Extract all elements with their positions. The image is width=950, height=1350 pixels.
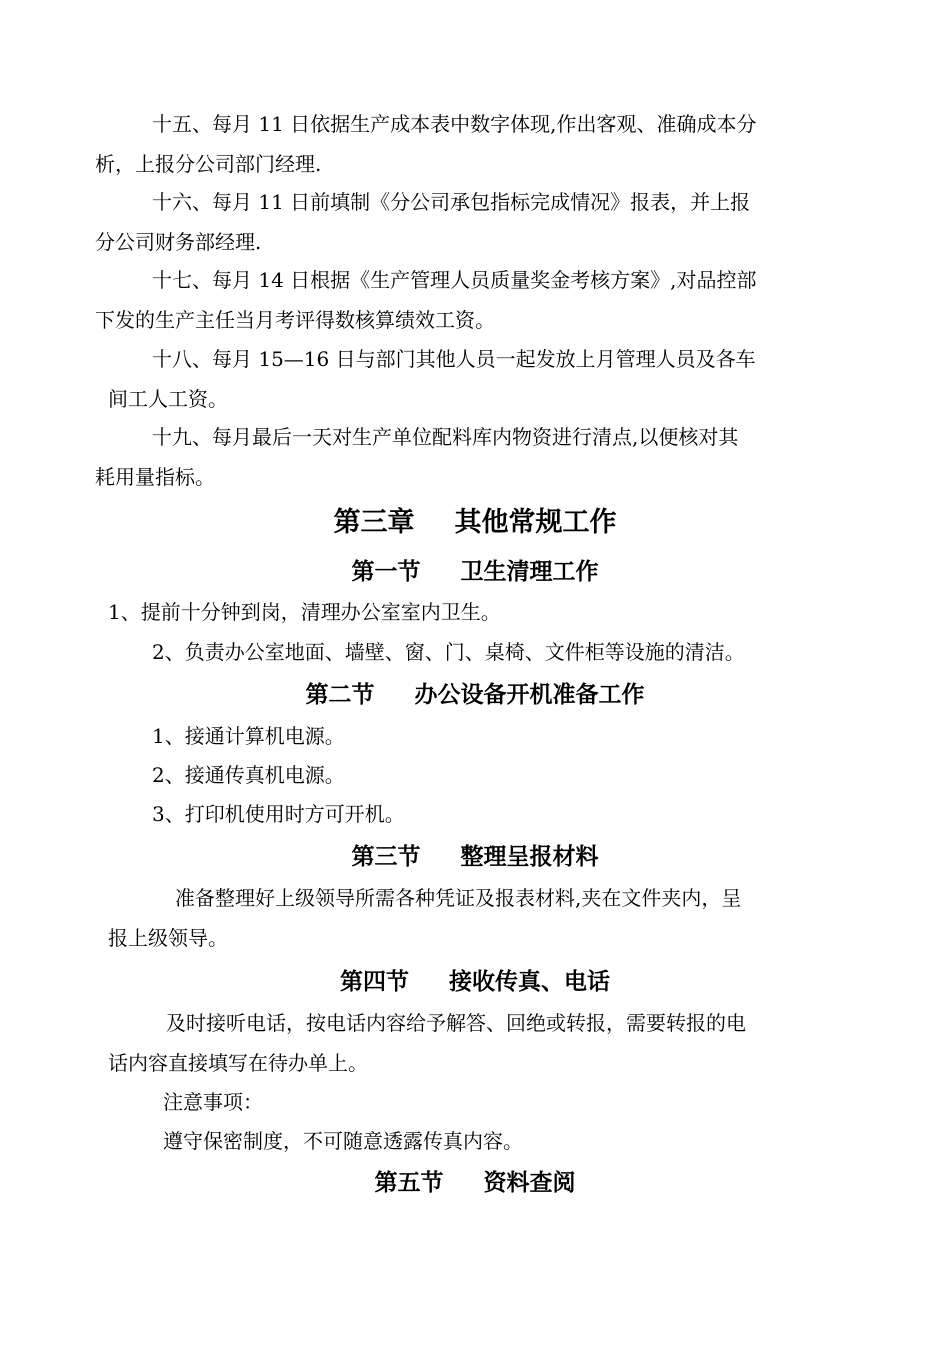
section-2-heading (0, 676, 950, 709)
chapter-title: 其他常规工作 (454, 507, 617, 538)
item-16-line-2: 分公司财务部经理. (95, 230, 262, 254)
section-3-line-1: 准备整理好上级领导所需各种凭证及报表材料,夹在文件夹内，呈 (175, 886, 742, 910)
section-3-number: 第三节 (351, 844, 421, 870)
section-1-heading (0, 553, 950, 586)
section-2-item-3: 3、打印机使用时方可开机。 (152, 802, 405, 826)
item-18-line-2: 间工人工资。 (108, 387, 228, 411)
section-4-heading (0, 963, 950, 996)
item-15-line-1: 十五、每月 11 日依据生产成本表中数字体现,作出客观、准确成本分 (152, 112, 757, 136)
section-3-title: 整理呈报材料 (460, 844, 599, 870)
chapter-number: 第三章 (333, 507, 415, 538)
chapter-heading (0, 500, 950, 539)
section-2-title: 办公设备开机准备工作 (414, 682, 645, 708)
section-3-heading (0, 838, 950, 871)
item-19-line-1: 十九、每月最后一天对生产单位配料库内物资进行清点,以便核对其 (152, 425, 739, 449)
section-2-item-1: 1、接通计算机电源。 (152, 724, 345, 748)
item-17-line-2: 下发的生产主任当月考评得数核算绩效工资。 (95, 308, 495, 332)
item-16-line-1: 十六、每月 11 日前填制《分公司承包指标完成情况》报表，并上报 (152, 190, 751, 214)
section-2-item-2: 2、接通传真机电源。 (152, 763, 345, 787)
section-2-number: 第二节 (305, 682, 375, 708)
section-4-number: 第四节 (340, 969, 409, 995)
item-15-line-2: 析，上报分公司部门经理. (95, 152, 322, 176)
section-1-number: 第一节 (351, 559, 421, 585)
section-5-heading (0, 1164, 950, 1197)
section-3-line-2: 报上级领导。 (108, 926, 228, 950)
section-1-title: 卫生清理工作 (460, 559, 599, 585)
notice-label: 注意事项： (163, 1090, 263, 1114)
section-5-number: 第五节 (374, 1170, 444, 1196)
section-5-title: 资料查阅 (483, 1170, 576, 1196)
item-17-line-1: 十七、每月 14 日根据《生产管理人员质量奖金考核方案》,对品控部 (152, 268, 757, 292)
section-1-item-1: 1、提前十分钟到岗，清理办公室室内卫生。 (108, 600, 501, 624)
section-4-title: 接收传真、电话 (449, 969, 610, 995)
section-4-line-2: 话内容直接填写在待办单上。 (108, 1051, 368, 1075)
section-1-item-2: 2、负责办公室地面、墙壁、窗、门、桌椅、文件柜等设施的清洁。 (152, 640, 745, 664)
item-18-line-1: 十八、每月 15—16 日与部门其他人员一起发放上月管理人员及各车 (152, 347, 756, 371)
item-19-line-2: 耗用量指标。 (95, 465, 215, 489)
notice-text: 遵守保密制度，不可随意透露传真内容。 (163, 1129, 523, 1153)
section-4-line-1: 及时接听电话，按电话内容给予解答、回绝或转报，需要转报的电 (166, 1011, 746, 1035)
